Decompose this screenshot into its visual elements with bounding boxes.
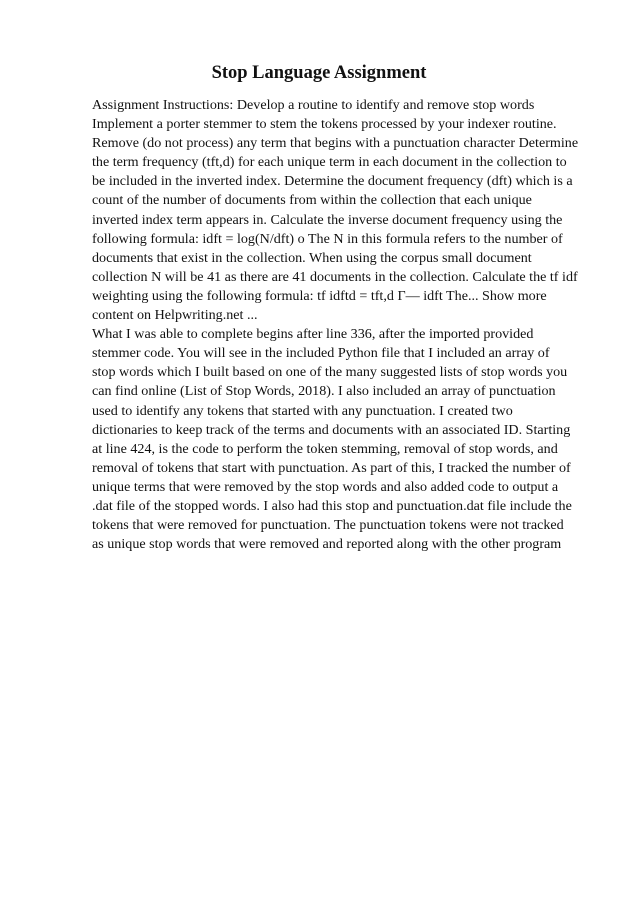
text-line: stemmer code. You will see in the included Python file that I included an array of bbox=[92, 345, 550, 362]
page-title: Stop Language Assignment bbox=[211, 63, 427, 83]
text-line: Assignment Instructions: Develop a routine to identify and remove stop words bbox=[92, 97, 535, 113]
text-line: stop words which I built based on one of the many suggested lists of stop words you bbox=[92, 364, 568, 381]
text-line: What I was able to complete begins after line 336, after the imported provided bbox=[92, 326, 534, 343]
text-line: unique terms that were removed by the stop words and also added code to output a bbox=[92, 478, 559, 495]
text-line: removal of tokens that start with punctuation. As part of this, I tracked the number of bbox=[92, 459, 571, 476]
text-line: .dat file of the stopped words. I also had this stop and punctuation.dat file include the bbox=[92, 497, 572, 514]
text-line: dictionaries to keep track of the terms and documents with an associated ID. Starting bbox=[92, 421, 571, 438]
text-line: can find online (List of Stop Words, 2018). I also included an array of punctuation bbox=[92, 383, 556, 400]
text-line: documents that exist in the collection. When using the corpus small document bbox=[92, 249, 532, 266]
text-line: following formula: idft = log(N/dft) o The N in this formula refers to the number of bbox=[92, 230, 563, 247]
text-line: at line 424, is the code to perform the token stemming, removal of stop words, and bbox=[92, 440, 558, 457]
text-line: weighting using the following formula: tf idftd = tft,d Γ— idft The... Show more bbox=[92, 287, 547, 304]
text-line: as unique stop words that were removed and reported along with the other program bbox=[92, 536, 562, 553]
text-line: the term frequency (tft,d) for each unique term in each document in the collection to bbox=[92, 154, 567, 171]
text-line: inverted index term appears in. Calculate the inverse document frequency using the bbox=[92, 211, 563, 228]
text-line: Implement a porter stemmer to stem the tokens processed by your indexer routine. bbox=[92, 116, 557, 133]
text-line: collection N will be 41 as there are 41 documents in the collection. Calculate the tf idf bbox=[92, 268, 578, 285]
text-line: be included in the inverted index. Determine the document frequency (dft) which is a bbox=[92, 173, 573, 190]
text-line: tokens that were removed for punctuation. The punctuation tokens were not tracked bbox=[92, 517, 564, 534]
text-line: used to identify any tokens that started with any punctuation. I created two bbox=[92, 402, 513, 419]
text-line: Remove (do not process) any term that begins with a punctuation character Determine bbox=[92, 135, 579, 152]
text-line: count of the number of documents from within the collection that each unique bbox=[92, 192, 532, 209]
text-line: content on Helpwriting.net ... bbox=[92, 307, 258, 324]
body-text bbox=[92, 96, 602, 554]
